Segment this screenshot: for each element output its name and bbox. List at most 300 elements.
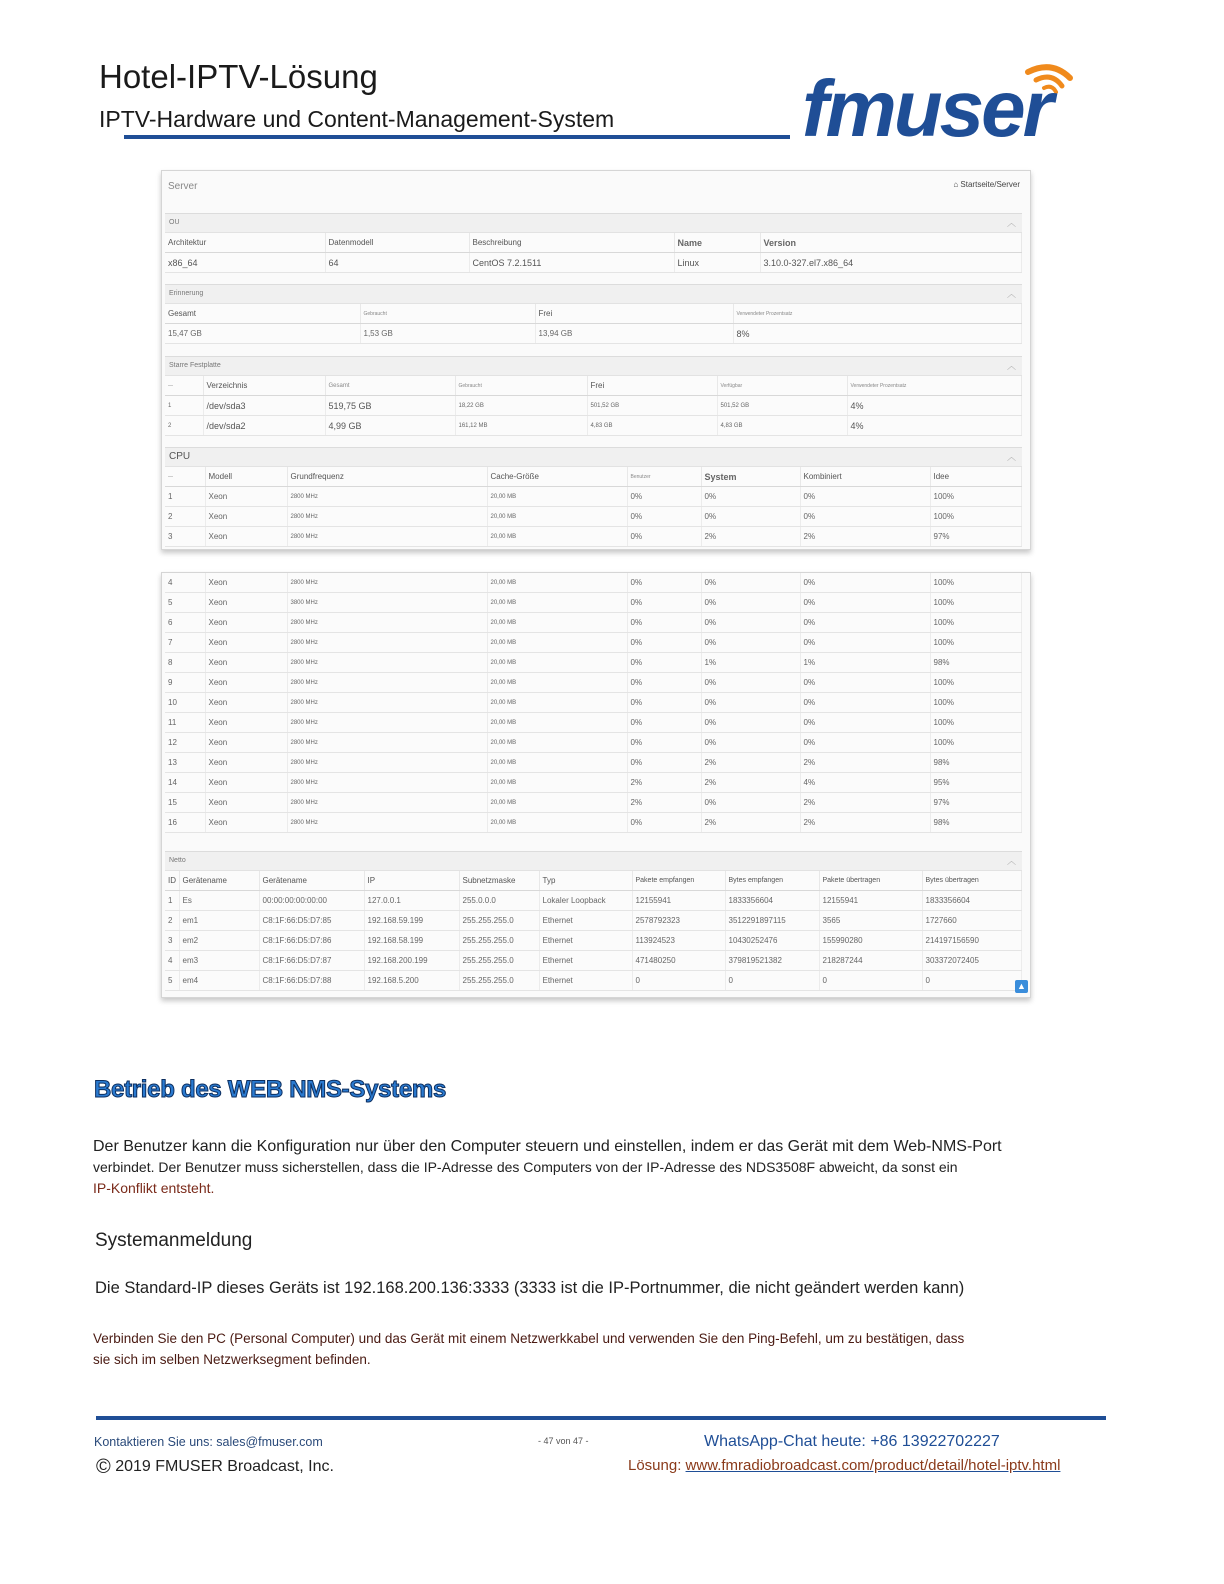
table-cell: 0%: [800, 573, 930, 593]
table-cell: em3: [179, 951, 259, 971]
cpu-table: [165, 467, 1022, 547]
table-cell: Xeon: [205, 633, 287, 653]
table-cell: 20,00 MB: [487, 487, 627, 507]
table-cell: 9: [165, 673, 205, 693]
table-cell: C8:1F:66:D5:D7:86: [259, 931, 364, 951]
table-cell: 8: [165, 653, 205, 673]
table-cell: 2800 MHz: [287, 673, 487, 693]
table-row: [165, 673, 1022, 693]
table-cell: Xeon: [205, 673, 287, 693]
table-cell: Xeon: [205, 693, 287, 713]
table-row: [165, 693, 1022, 713]
table-cell: 2800 MHz: [287, 713, 487, 733]
table-row: [165, 573, 1022, 593]
table-cell: 0%: [627, 613, 701, 633]
table-cell: 4%: [847, 396, 1022, 416]
col-header: Modell: [205, 467, 287, 487]
scroll-to-top-button[interactable]: ▲: [1015, 980, 1028, 993]
col-header: Grundfrequenz: [287, 467, 487, 487]
table-cell: 0%: [800, 507, 930, 527]
table-cell: Ethernet: [539, 911, 632, 931]
table-cell: em1: [179, 911, 259, 931]
table-cell: 6: [165, 613, 205, 633]
table-cell: 0%: [627, 633, 701, 653]
table-cell: 4,83 GB: [717, 416, 847, 436]
table-cell: 20,00 MB: [487, 673, 627, 693]
table-cell: Ethernet: [539, 931, 632, 951]
table-row: [165, 733, 1022, 753]
table-cell: 2800 MHz: [287, 813, 487, 833]
table-cell: 20,00 MB: [487, 633, 627, 653]
col-header: Kombiniert: [800, 467, 930, 487]
table-cell: 2800 MHz: [287, 793, 487, 813]
table-cell: 2800 MHz: [287, 613, 487, 633]
table-cell: 100%: [930, 593, 1022, 613]
table-cell: 0%: [627, 653, 701, 673]
table-cell: 0%: [701, 693, 800, 713]
table-row: [165, 931, 1022, 951]
table-row: [165, 813, 1022, 833]
table-cell: 0%: [800, 593, 930, 613]
table-cell: Lokaler Loopback: [539, 891, 632, 911]
table-cell: Ethernet: [539, 951, 632, 971]
solution-link[interactable]: www.fmradiobroadcast.com/product/detail/hotel-iptv.html: [685, 1457, 1061, 1474]
table-cell: 2: [165, 507, 205, 527]
table-cell: 0: [632, 971, 725, 991]
table-cell: 95%: [930, 773, 1022, 793]
table-cell: 2800 MHz: [287, 633, 487, 653]
header-divider: [124, 135, 790, 139]
table-cell: 1727660: [922, 911, 1022, 931]
table-cell: 3.10.0-327.el7.x86_64: [760, 253, 1022, 273]
breadcrumb-text: Startseite/Server: [960, 180, 1020, 189]
table-cell: 20,00 MB: [487, 573, 627, 593]
table-cell: 1: [165, 396, 203, 416]
table-cell: 0%: [701, 613, 800, 633]
table-cell: Xeon: [205, 733, 287, 753]
table-row: [165, 416, 1022, 436]
table-cell: Xeon: [205, 573, 287, 593]
table-row: [165, 891, 1022, 911]
intro-line-3: IP-Konflikt entsteht.: [93, 1180, 215, 1196]
table-cell: 0%: [800, 673, 930, 693]
home-icon: ⌂: [953, 180, 961, 189]
network-table: [165, 871, 1022, 991]
table-cell: 0%: [627, 593, 701, 613]
col-header: Gebraucht: [360, 304, 535, 324]
table-cell: 255.255.255.0: [459, 911, 539, 931]
col-header: —: [165, 467, 205, 487]
table-cell: 192.168.5.200: [364, 971, 459, 991]
table-cell: Xeon: [205, 487, 287, 507]
table-cell: 0%: [701, 633, 800, 653]
table-cell: 0%: [627, 753, 701, 773]
table-cell: 0%: [800, 613, 930, 633]
table-cell: 2%: [800, 813, 930, 833]
table-cell: 12155941: [632, 891, 725, 911]
disk-section-header[interactable]: [165, 356, 1022, 376]
col-header: —: [165, 376, 203, 396]
table-cell: 0%: [800, 487, 930, 507]
table-cell: C8:1F:66:D5:D7:88: [259, 971, 364, 991]
collapse-icon[interactable]: ︿: [1006, 452, 1016, 462]
table-cell: 10430252476: [725, 931, 819, 951]
table-cell: Xeon: [205, 813, 287, 833]
table-cell: 0: [819, 971, 922, 991]
col-header: Verzeichnis: [203, 376, 325, 396]
col-header: Benutzer: [627, 467, 701, 487]
col-header: Verwendeter Prozentsatz: [733, 304, 1022, 324]
col-header: Typ: [539, 871, 632, 891]
memory-heading: Erinnerung: [169, 290, 204, 297]
table-cell: 2%: [800, 793, 930, 813]
fmuser-logo: [800, 58, 1100, 148]
table-cell: 192.168.59.199: [364, 911, 459, 931]
table-cell: 13,94 GB: [535, 324, 733, 344]
table-cell: 255.255.255.0: [459, 931, 539, 951]
table-cell: 20,00 MB: [487, 693, 627, 713]
table-cell: 4%: [847, 416, 1022, 436]
table-cell: 155990280: [819, 931, 922, 951]
table-cell: 98%: [930, 653, 1022, 673]
table-cell: 0: [922, 971, 1022, 991]
table-row: [165, 753, 1022, 773]
table-cell: 1,53 GB: [360, 324, 535, 344]
table-cell: Ethernet: [539, 971, 632, 991]
table-cell: 127.0.0.1: [364, 891, 459, 911]
table-cell: 2%: [701, 527, 800, 547]
table-cell: 64: [325, 253, 469, 273]
ping-line-1: Verbinden Sie den PC (Personal Computer) und das Gerät mit einem Netzwerkkabel und verwenden Sie den Ping-Befehl, um zu bestätigen, dass: [93, 1331, 965, 1346]
copyright-symbol: ©: [96, 1456, 111, 1478]
table-cell: 303372072405: [922, 951, 1022, 971]
default-ip-paragraph: Die Standard-IP dieses Geräts ist 192.168.200.136:3333 (3333 ist die IP-Portnummer, die nicht geändert werden kann): [95, 1279, 965, 1297]
cpu-section: [165, 447, 1022, 547]
table-row: [165, 951, 1022, 971]
memory-section-header[interactable]: [165, 284, 1022, 304]
memory-table: [165, 304, 1022, 344]
disk-heading: Starre Festplatte: [169, 362, 221, 369]
table-cell: 3: [165, 931, 179, 951]
table-cell: 2800 MHz: [287, 693, 487, 713]
table-cell: 0%: [800, 693, 930, 713]
table-row: [165, 527, 1022, 547]
server-screenshot-bottom: [161, 572, 1031, 998]
table-cell: 14: [165, 773, 205, 793]
table-cell: Linux: [674, 253, 760, 273]
os-heading: OU: [169, 219, 180, 226]
collapse-icon[interactable]: ︿: [1006, 289, 1016, 299]
table-cell: 15,47 GB: [165, 324, 360, 344]
col-header: Version: [760, 233, 1022, 253]
intro-paragraph: [93, 1136, 1043, 1199]
table-cell: 2800 MHz: [287, 773, 487, 793]
table-cell: 100%: [930, 487, 1022, 507]
table-cell: x86_64: [165, 253, 325, 273]
table-cell: 2%: [701, 753, 800, 773]
table-cell: 218287244: [819, 951, 922, 971]
cpu-section-header[interactable]: [165, 447, 1022, 467]
table-cell: 2800 MHz: [287, 653, 487, 673]
table-cell: 1833356604: [725, 891, 819, 911]
table-cell: em4: [179, 971, 259, 991]
table-cell: 0%: [627, 733, 701, 753]
table-cell: 0%: [701, 573, 800, 593]
table-cell: 11: [165, 713, 205, 733]
table-cell: /dev/sda2: [203, 416, 325, 436]
table-cell: 2800 MHz: [287, 753, 487, 773]
table-cell: 20,00 MB: [487, 813, 627, 833]
table-cell: C8:1F:66:D5:D7:85: [259, 911, 364, 931]
table-cell: 2: [165, 416, 203, 436]
table-cell: 18,22 GB: [455, 396, 587, 416]
table-cell: 255.255.255.0: [459, 951, 539, 971]
table-cell: Xeon: [205, 753, 287, 773]
page-number: - 47 von 47 -: [538, 1436, 589, 1446]
table-row: [165, 793, 1022, 813]
table-cell: 161,12 MB: [455, 416, 587, 436]
table-row: [165, 593, 1022, 613]
table-cell: 4: [165, 951, 179, 971]
collapse-icon[interactable]: ︿: [1006, 856, 1016, 866]
table-cell: 1%: [800, 653, 930, 673]
table-cell: Xeon: [205, 793, 287, 813]
copyright-text: 2019 FMUSER Broadcast, Inc.: [115, 1458, 334, 1475]
col-header: Pakete empfangen: [632, 871, 725, 891]
collapse-icon[interactable]: ︿: [1006, 361, 1016, 371]
table-cell: 100%: [930, 573, 1022, 593]
table-cell: 192.168.58.199: [364, 931, 459, 951]
table-cell: 15: [165, 793, 205, 813]
cpu-section-continued: [165, 573, 1022, 833]
table-cell: 2%: [701, 773, 800, 793]
col-header: Pakete übertragen: [819, 871, 922, 891]
disk-table: [165, 376, 1022, 436]
table-cell: 2%: [800, 753, 930, 773]
table-cell: 0%: [800, 713, 930, 733]
table-cell: 2%: [701, 813, 800, 833]
os-table: [165, 233, 1022, 273]
table-cell: 20,00 MB: [487, 527, 627, 547]
panel-title: Server: [168, 181, 198, 192]
table-cell: 2800 MHz: [287, 733, 487, 753]
table-cell: 0%: [701, 713, 800, 733]
footer-solution: [628, 1457, 1060, 1474]
table-cell: Xeon: [205, 713, 287, 733]
table-cell: 0%: [701, 733, 800, 753]
table-cell: Xeon: [205, 527, 287, 547]
table-cell: 0%: [627, 573, 701, 593]
col-header: Verwendeter Prozentsatz: [847, 376, 1022, 396]
table-cell: 20,00 MB: [487, 613, 627, 633]
col-header: Gerätename: [259, 871, 364, 891]
table-row: [165, 507, 1022, 527]
os-section: [165, 213, 1022, 273]
col-header: Frei: [535, 304, 733, 324]
col-header: Gesamt: [165, 304, 360, 324]
col-header: Cache-Größe: [487, 467, 627, 487]
table-row: [165, 773, 1022, 793]
table-cell: 10: [165, 693, 205, 713]
table-cell: 255.255.255.0: [459, 971, 539, 991]
table-cell: 113924523: [632, 931, 725, 951]
table-cell: 100%: [930, 693, 1022, 713]
network-heading: Netto: [169, 857, 186, 864]
footer-whatsapp[interactable]: WhatsApp-Chat heute: +86 13922702227: [704, 1433, 1000, 1450]
network-section: [165, 851, 1022, 991]
table-cell: 0: [725, 971, 819, 991]
table-cell: 2800 MHz: [287, 527, 487, 547]
table-cell: 8%: [733, 324, 1022, 344]
table-cell: 98%: [930, 813, 1022, 833]
footer-divider: [96, 1416, 1106, 1420]
table-cell: 2800 MHz: [287, 573, 487, 593]
section-heading: Betrieb des WEB NMS-Systems: [94, 1076, 446, 1103]
table-cell: 3565: [819, 911, 922, 931]
table-cell: 20,00 MB: [487, 753, 627, 773]
footer-copyright: [96, 1456, 334, 1479]
table-row: [165, 324, 1022, 344]
table-cell: 97%: [930, 527, 1022, 547]
table-cell: 0%: [627, 713, 701, 733]
footer-contact[interactable]: Kontaktieren Sie uns: sales@fmuser.com: [94, 1435, 323, 1449]
table-cell: Xeon: [205, 507, 287, 527]
col-header: Beschreibung: [469, 233, 674, 253]
table-cell: Xeon: [205, 613, 287, 633]
table-cell: 1833356604: [922, 891, 1022, 911]
table-cell: 4,99 GB: [325, 416, 455, 436]
table-cell: Es: [179, 891, 259, 911]
collapse-icon[interactable]: ︿: [1006, 218, 1016, 228]
table-cell: 7: [165, 633, 205, 653]
logo-wordmark: fmuser: [802, 64, 1051, 148]
table-cell: 0%: [701, 793, 800, 813]
table-cell: 20,00 MB: [487, 507, 627, 527]
table-cell: /dev/sda3: [203, 396, 325, 416]
table-cell: 501,52 GB: [587, 396, 717, 416]
table-cell: 100%: [930, 733, 1022, 753]
table-cell: Xeon: [205, 773, 287, 793]
table-cell: Xeon: [205, 653, 287, 673]
table-cell: 12155941: [819, 891, 922, 911]
cpu-heading: CPU: [169, 451, 191, 462]
col-header: Gesamt: [325, 376, 455, 396]
table-cell: 1%: [701, 653, 800, 673]
table-cell: 2: [165, 911, 179, 931]
col-header: Architektur: [165, 233, 325, 253]
table-cell: 5: [165, 593, 205, 613]
col-header: Gebraucht: [455, 376, 587, 396]
table-cell: 4: [165, 573, 205, 593]
table-cell: 255.0.0.0: [459, 891, 539, 911]
breadcrumb[interactable]: [953, 180, 1020, 189]
table-cell: 2%: [627, 773, 701, 793]
table-cell: 214197156590: [922, 931, 1022, 951]
table-cell: 4,83 GB: [587, 416, 717, 436]
table-cell: 2578792323: [632, 911, 725, 931]
subheading-system-login: Systemanmeldung: [95, 1230, 253, 1251]
network-section-header[interactable]: [165, 851, 1022, 871]
table-cell: 98%: [930, 753, 1022, 773]
col-header: Frei: [587, 376, 717, 396]
table-cell: 00:00:00:00:00:00: [259, 891, 364, 911]
table-cell: 3: [165, 527, 205, 547]
memory-section: [165, 284, 1022, 344]
table-cell: 0%: [627, 673, 701, 693]
table-cell: 0%: [701, 487, 800, 507]
table-cell: 0%: [627, 487, 701, 507]
table-cell: 20,00 MB: [487, 713, 627, 733]
table-cell: 1: [165, 487, 205, 507]
table-row: [165, 613, 1022, 633]
table-cell: 20,00 MB: [487, 733, 627, 753]
table-cell: 3512291897115: [725, 911, 819, 931]
table-cell: 0%: [627, 693, 701, 713]
table-cell: 5: [165, 971, 179, 991]
table-cell: 20,00 MB: [487, 653, 627, 673]
table-row: [165, 396, 1022, 416]
table-row: [165, 713, 1022, 733]
col-header: Gerätename: [179, 871, 259, 891]
table-cell: 0%: [701, 507, 800, 527]
table-row: [165, 911, 1022, 931]
table-row: [165, 653, 1022, 673]
col-header: Datenmodell: [325, 233, 469, 253]
table-cell: 519,75 GB: [325, 396, 455, 416]
disk-section: [165, 356, 1022, 436]
table-cell: 2%: [800, 527, 930, 547]
col-header: Bytes empfangen: [725, 871, 819, 891]
table-cell: 0%: [701, 593, 800, 613]
table-cell: 501,52 GB: [717, 396, 847, 416]
table-cell: 100%: [930, 673, 1022, 693]
table-cell: 97%: [930, 793, 1022, 813]
ping-paragraph: [93, 1328, 1053, 1370]
col-header: Verfügbar: [717, 376, 847, 396]
table-cell: 379819521382: [725, 951, 819, 971]
col-header: Idee: [930, 467, 1022, 487]
table-cell: 2800 MHz: [287, 507, 487, 527]
ping-line-2: sie sich im selben Netzwerksegment befinden.: [93, 1352, 371, 1367]
table-cell: 100%: [930, 633, 1022, 653]
table-cell: 20,00 MB: [487, 773, 627, 793]
server-screenshot-top: [161, 170, 1031, 550]
table-cell: 0%: [627, 507, 701, 527]
col-header: IP: [364, 871, 459, 891]
col-header: ID: [165, 871, 179, 891]
table-row: [165, 487, 1022, 507]
table-cell: 100%: [930, 713, 1022, 733]
table-cell: 3800 MHz: [287, 593, 487, 613]
table-cell: em2: [179, 931, 259, 951]
table-row: [165, 253, 1022, 273]
table-cell: 13: [165, 753, 205, 773]
col-header: Bytes übertragen: [922, 871, 1022, 891]
table-cell: 0%: [800, 733, 930, 753]
table-row: [165, 633, 1022, 653]
solution-prefix: Lösung:: [628, 1457, 686, 1474]
table-cell: 471480250: [632, 951, 725, 971]
col-header: System: [701, 467, 800, 487]
col-header: Name: [674, 233, 760, 253]
table-cell: 0%: [627, 813, 701, 833]
table-cell: 2800 MHz: [287, 487, 487, 507]
os-section-header[interactable]: [165, 213, 1022, 233]
cpu-table-continued: [165, 573, 1022, 833]
document-subtitle: IPTV-Hardware und Content-Management-System: [99, 106, 615, 132]
table-cell: C8:1F:66:D5:D7:87: [259, 951, 364, 971]
table-row: [165, 971, 1022, 991]
